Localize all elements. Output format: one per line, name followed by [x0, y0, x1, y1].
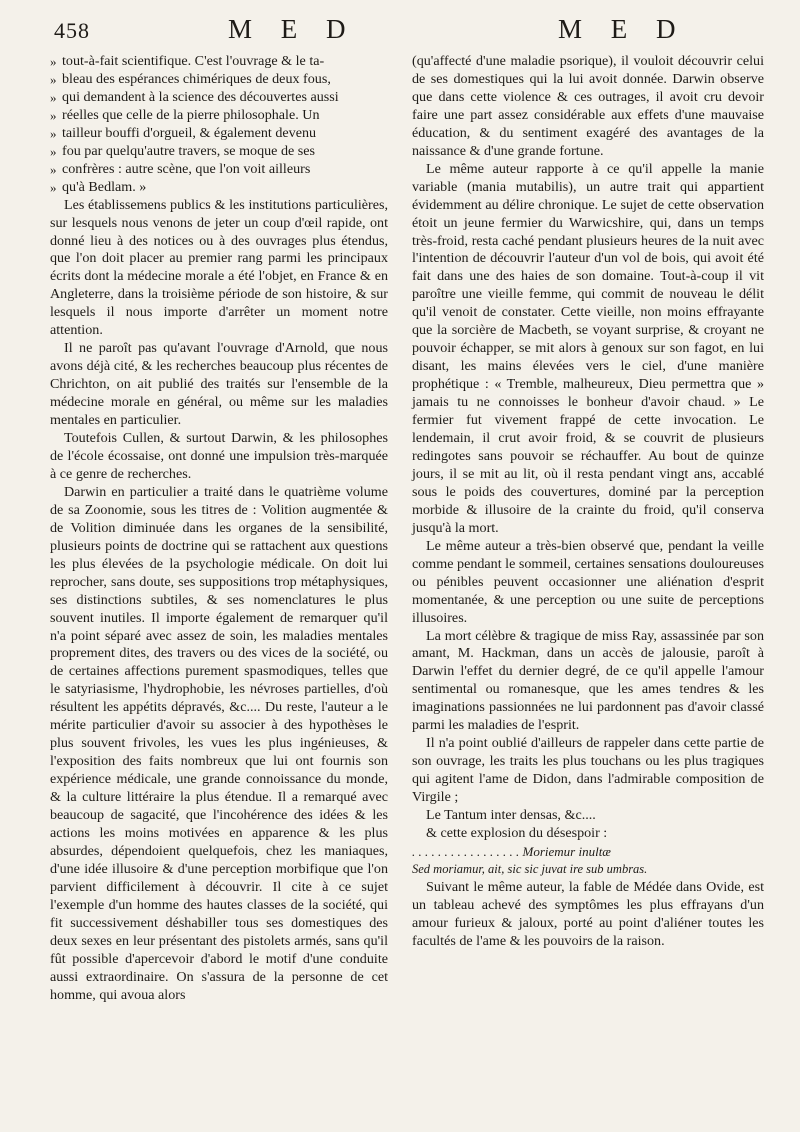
quote-line: » qui demandent à la science des découvertes aussi [50, 88, 339, 105]
paragraph: Le Tantum inter densas, &c.... [426, 807, 596, 824]
page-number: 458 [54, 18, 90, 43]
paragraph: Suivant le même auteur, la fable de Médée dans Ovide, est un tableau achevé des symptômes les plus effrayans d'un amour furieux & jaloux, porté au point d'aliéner toutes les facultés de l'ame & les pouvoirs de la raison. [412, 878, 764, 949]
latin-verse-line: Sed moriamur, ait, sic sic juvat ire sub umbras. [412, 861, 648, 876]
paragraph: La mort célèbre & tragique de miss Ray, assassinée par son amant, M. Hackman, dans un accès de jalousie, paroît à Darwin l'effet du dernier degré, de ce qu'il appelle l'amour sentimental ou romanesque, que les ames tendres & les imaginations passionnées ne lui pardonnent pas d'avoir classé parmi les maladies de l'esprit. [412, 627, 764, 734]
quote-line: » qu'à Bedlam. » [50, 178, 147, 195]
paragraph: Les établissemens publics & les institutions particulières, sur lesquels nous venons de jeter un coup d'œil rapide, ont donné lieu à des notices ou à des ouvrages plus étendus, que l'on doit placer au premier rang parmi les principaux écrits dont la médecine morale a été l'objet, en France & en Angleterre, dans la troisième période de son histoire, & sur lesquels il nous importe d'arrêter un moment notre attention. [50, 196, 388, 339]
running-title-left: M E D [228, 14, 357, 44]
paragraph: & cette explosion du désespoir : [426, 824, 608, 841]
quoted-passage [50, 53, 388, 197]
quote-line: » fou par quelqu'autre travers, se moque de ses [50, 142, 316, 159]
latin-verse-line: . . . . . . . . . . . . . . . . . Moriemur inultæ [412, 843, 611, 859]
running-title-right: M E D [558, 14, 687, 44]
paragraph: Le même auteur a très-bien observé que, pendant la veille comme pendant le sommeil, certaines sensations douloureuses ou pénibles peuvent occasionner une aliénation d'esprit momentanée, & une perception ou une suite de perceptions illusoires. [412, 537, 764, 626]
paragraph: Il n'a point oublié d'ailleurs de rappeler dans cette partie de son ouvrage, les traits les plus touchans ou les plus tragiques qui agitent l'ame de Didon, dans l'admirable composition de Virgile ; [412, 735, 764, 806]
quote-line: » tout-à-fait scientifique. C'est l'ouvrage & le ta- [50, 53, 325, 69]
quote-line: » tailleur bouffi d'orgueil, & également devenu [50, 124, 317, 141]
left-column [50, 53, 388, 1005]
quote-line: » bleau des espérances chimériques de deux fous, [50, 70, 331, 87]
quote-line: » réelles que celle de la pierre philosophale. Un [50, 106, 320, 123]
right-column [412, 53, 764, 951]
paragraph: (qu'affecté d'une maladie psorique), il vouloit découvrir celui de ses domestiques qui la lui avoit donnée. Darwin observe que dans cette violence & ces outrages, il avoit cru devoir faire une part assez considérable aux effets d'une mauvaise éducation, & du sentiment exagéré des avantages de la naissance & d'une grande fortune. [412, 53, 764, 159]
page-header [0, 14, 800, 44]
paragraph: Il ne paroît pas qu'avant l'ouvrage d'Arnold, que nous avons déjà cité, & les recherches beaucoup plus récentes de Chrichton, on ait publié des traités sur l'ensemble de la médecine morale en général, ou même sur les maladies mentales en particulier. [50, 340, 388, 429]
paragraph: Darwin en particulier a traité dans le quatrième volume de sa Zoonomie, sous les titres de : Volition augmentée & de Volition diminuée dans les organes de la sensibilité, plusieurs points de doctrine qui se rattachent aux questions les plus élevées de la psychologie médicale. On doit lui reprocher, sans doute, ses suppositions trop métaphysiques, ses distinctions subtiles, & ses nomenclatures le plus souvent inutiles. Il importe également de remarquer qu'il n'a point séparé avec assez de soin, les maladies mentales proprement dites, des travers ou des vices de la société, ou de certaines affections purement spasmodiques, telles que le satyriasisme, l'hydrophobie, les névroses partielles, d'où résultent les appétits dépravés, &c.... Du reste, l'auteur a le mérite particulier d'avoir su associer à des hypothèses le plus souvent frivoles, les vues les plus ingénieuses, & l'exposition des faits nombreux que lui ont fournis son expérience médicale, une grande connoissance du monde, & la culture littéraire la plus étendue. Il a remarqué avec beaucoup de sagacité, que l'incohérence des idées & les actions les moins motivées en apparence & les plus absurdes, dépendoient quelquefois, chez les maniaques, d'une idée illusoire & d'une perception morbifique que l'on parvient difficilement à découvrir. Il cite à ce sujet l'exemple d'un homme des hautes classes de la société, qui fit successivement déshabiller tous ses domestiques des deux sexes en leur présentant des pistolets armés, sans qu'il fût possible d'apercevoir d'abord le motif d'une conduite aussi extraordinaire. On s'assura de la personne de cet homme, qui avoua alors [50, 483, 388, 1003]
paragraph: Toutefois Cullen, & surtout Darwin, & les philosophes de l'école écossaise, ont donné une impulsion très-marquée à ce genre de recherches. [50, 430, 388, 482]
quote-line: » confrères : autre scène, que l'on voit ailleurs [50, 160, 311, 177]
paragraph: Le même auteur rapporte à ce qu'il appelle la manie variable (mania mutabilis), un autre trait qui appartient évidemment au délire chronique. Le sujet de cette observation étoit un jeune fermier du Warwicshire, qui, dans un temps très-froid, resta caché pendant plusieurs heures de la nuit avec l'intention de découvrir l'auteur d'un vol de bois, qui avoit été fait dans une des haies de son domaine. Tout-à-coup il vit paroître une vieille femme, qui commit de nouveau le délit qu'il venoit de constater. Cette vieille, non moins effrayante que la sorcière de Macbeth, se voyant surprise, & croyant ne pouvoir échapper, se mit alors à genoux sur son fagot, en lui disant, les mains élevées vers le ciel, d'une manière prophétique : « Tremble, malheureux, Dieu permettra que » jamais tu ne connoisses le bonheur d'avoir chaud. » Le fermier fut vivement frappé de cette invocation. Le lendemain, il crut avoir froid, & se couvrit de plusieurs redingotes sans pouvoir se réchauffer. Au bout de quinze jours, il se mit au lit, où il resta pendant vingt ans, accablé sous le poids des couvertures, dominé par la perception morbide & illusoire de la crainte du froid, qu'il conserva jusqu'à la mort. [412, 160, 764, 536]
